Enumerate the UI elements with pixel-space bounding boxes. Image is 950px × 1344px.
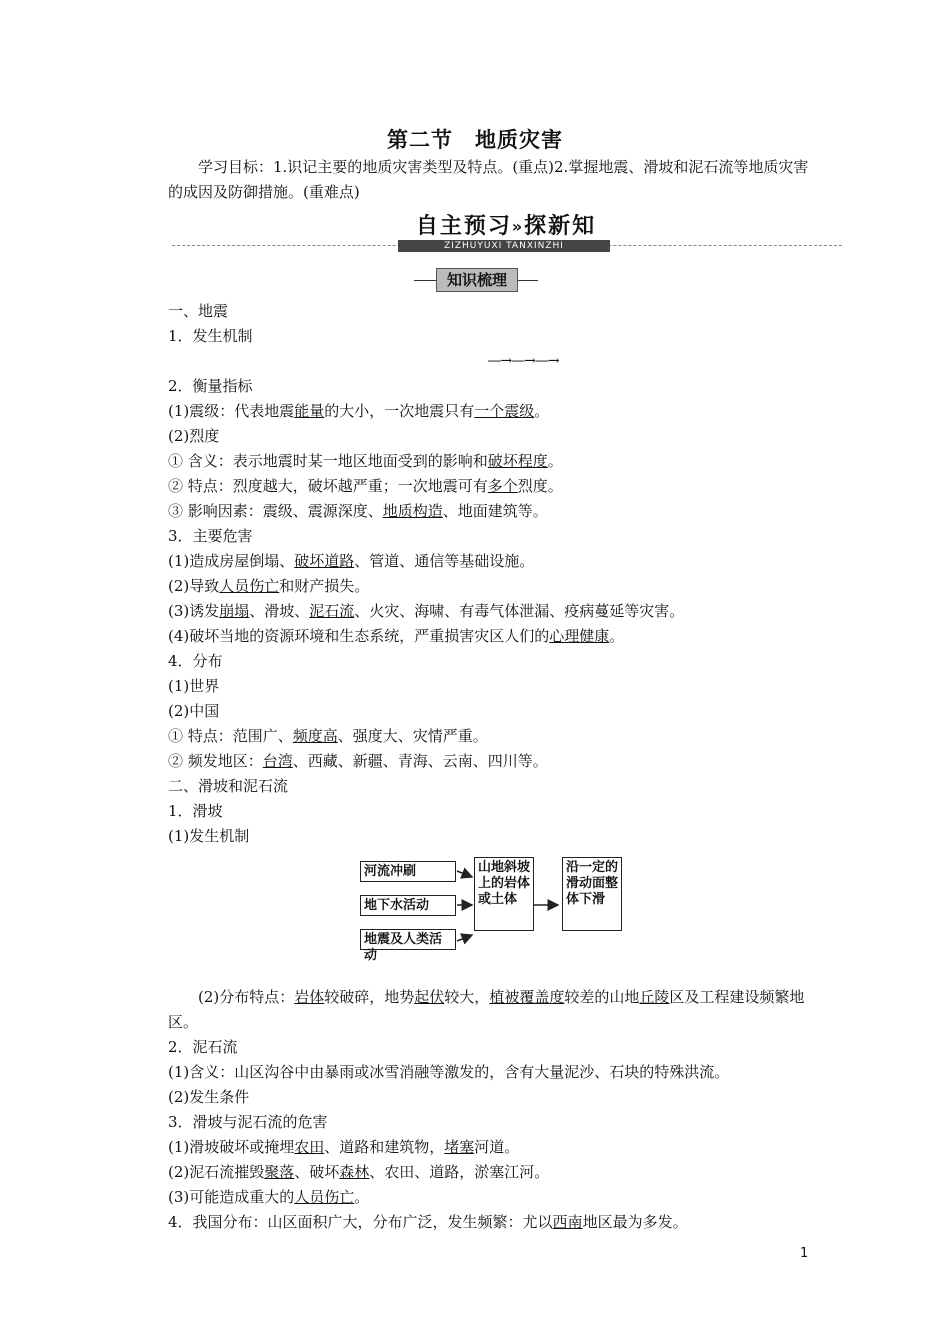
heading-earthquake: 一、地震 <box>168 302 229 320</box>
subheading: 2．泥石流 <box>168 1038 238 1056</box>
subheading: 1．滑坡 <box>168 802 223 820</box>
section-label: 知识梳理 <box>436 268 518 292</box>
cause-box-earthquake-human: 地震及人类活动 <box>360 929 456 950</box>
text-line: (2)中国 <box>168 702 220 720</box>
section-banner: 自主预习»探新知 <box>415 212 597 242</box>
learning-goal: 学习目标：1.识记主要的地质灾害类型及特点。(重点)2.掌握地震、滑坡和泥石流等地质灾害的成因及防御措施。(重难点) <box>168 158 809 201</box>
text-line: (3)可能造成重大的人员伤亡。 <box>168 1188 370 1206</box>
text-line: ② 特点：烈度越大，破坏越严重；一次地震可有多个烈度。 <box>168 477 563 495</box>
text-line: (1)发生机制 <box>168 827 250 845</box>
text-line: (1)含义：山区沟谷中由暴雨或冰雪消融等激发的，含有大量泥沙、石块的特殊洪流。 <box>168 1063 730 1081</box>
subheading: 3．主要危害 <box>168 527 253 545</box>
cause-box-groundwater: 地下水活动 <box>360 895 456 916</box>
text-line: (3)诱发崩塌、滑坡、泥石流、火灾、海啸、有毒气体泄漏、疫病蔓延等灾害。 <box>168 602 685 620</box>
subheading: 4．分布 <box>168 652 223 670</box>
heading-landslide: 二、滑坡和泥石流 <box>168 777 289 795</box>
landslide-flowchart <box>168 849 818 985</box>
slide-result-box: 沿一定的滑动面整体下滑 <box>562 857 622 931</box>
subheading: 1．发生机制 <box>168 327 253 345</box>
cause-box-river-erosion: 河流冲刷 <box>360 861 456 882</box>
text-line: (2)导致人员伤亡和财产损失。 <box>168 577 370 595</box>
text-line: ① 特点：范围广、频度高、强度大、灾情严重。 <box>168 727 488 745</box>
text-line: (4)破坏当地的资源环境和生态系统，严重损害灾区人们的心理健康。 <box>168 627 625 645</box>
text-line: (1)世界 <box>168 677 220 695</box>
text-paragraph: (2)分布特点：岩体较破碎，地势起伏较大，植被覆盖度较差的山地丘陵区及工程建设频繁地区。 <box>168 988 805 1031</box>
mechanism-arrows: —→—→—→ <box>487 353 559 369</box>
subheading: 2．衡量指标 <box>168 377 253 395</box>
page-title: 第二节 地质灾害 <box>387 127 563 152</box>
text-line: (2)泥石流摧毁聚落、破坏森林、农田、道路，淤塞江河。 <box>168 1163 550 1181</box>
double-chevron-icon: » <box>511 217 525 236</box>
text-line: (2)烈度 <box>168 427 220 445</box>
text-line: (1)造成房屋倒塌、破坏道路、管道、通信等基础设施。 <box>168 552 535 570</box>
subheading: 3．滑坡与泥石流的危害 <box>168 1113 328 1131</box>
text-line: (1)滑坡破坏或掩埋农田、道路和建筑物，堵塞河道。 <box>168 1138 520 1156</box>
section-label-box <box>414 268 538 292</box>
text-line: (2)发生条件 <box>168 1088 250 1106</box>
slope-rock-box: 山地斜坡上的岩体或土体 <box>474 857 534 931</box>
page-number: 1 <box>800 1246 809 1261</box>
banner-pinyin: ZIZHUYUXI TANXINZHI <box>398 240 610 252</box>
text-line: 4．我国分布：山区面积广大，分布广泛，发生频繁：尤以西南地区最为多发。 <box>168 1213 688 1231</box>
text-line: ① 含义：表示地震时某一地区地面受到的影响和破坏程度。 <box>168 452 563 470</box>
content <box>168 299 818 1235</box>
text-line: ③ 影响因素：震级、震源深度、地质构造、地面建筑等。 <box>168 502 548 520</box>
text-line: ② 频发地区：台湾、西藏、新疆、青海、云南、四川等。 <box>168 752 548 770</box>
text-line: (1)震级：代表地震能量的大小，一次地震只有一个震级。 <box>168 402 550 420</box>
